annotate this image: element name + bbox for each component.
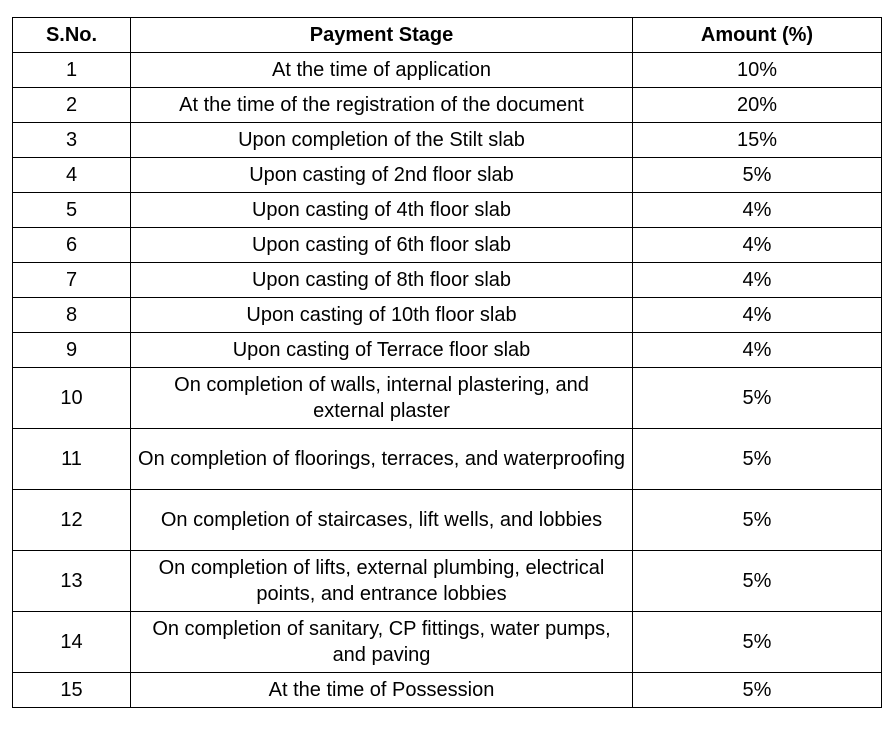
cell-payment-stage: Upon completion of the Stilt slab bbox=[131, 123, 633, 158]
cell-amount: 5% bbox=[633, 158, 882, 193]
cell-payment-stage: Upon casting of 10th floor slab bbox=[131, 298, 633, 333]
cell-payment-stage: Upon casting of Terrace floor slab bbox=[131, 333, 633, 368]
table-row bbox=[13, 193, 882, 228]
cell-amount: 10% bbox=[633, 53, 882, 88]
cell-amount: 4% bbox=[633, 263, 882, 298]
table-row bbox=[13, 228, 882, 263]
cell-sno: 7 bbox=[13, 263, 131, 298]
table-row bbox=[13, 551, 882, 612]
cell-amount: 4% bbox=[633, 333, 882, 368]
cell-payment-stage: On completion of sanitary, CP fittings, water pumps, and paving bbox=[131, 612, 633, 673]
cell-payment-stage: Upon casting of 6th floor slab bbox=[131, 228, 633, 263]
cell-sno: 8 bbox=[13, 298, 131, 333]
cell-payment-stage: At the time of the registration of the document bbox=[131, 88, 633, 123]
table-row bbox=[13, 368, 882, 429]
cell-payment-stage: At the time of application bbox=[131, 53, 633, 88]
cell-sno: 6 bbox=[13, 228, 131, 263]
cell-sno: 4 bbox=[13, 158, 131, 193]
cell-amount: 5% bbox=[633, 368, 882, 429]
cell-amount: 5% bbox=[633, 551, 882, 612]
header-row bbox=[13, 18, 882, 53]
table-row bbox=[13, 88, 882, 123]
cell-payment-stage: On completion of floorings, terraces, and waterproofing bbox=[131, 429, 633, 490]
cell-amount: 4% bbox=[633, 228, 882, 263]
cell-sno: 13 bbox=[13, 551, 131, 612]
table-row bbox=[13, 673, 882, 708]
table-row bbox=[13, 53, 882, 88]
cell-amount: 5% bbox=[633, 612, 882, 673]
table-header bbox=[13, 18, 882, 53]
cell-sno: 10 bbox=[13, 368, 131, 429]
cell-amount: 4% bbox=[633, 193, 882, 228]
cell-payment-stage: On completion of staircases, lift wells, and lobbies bbox=[131, 490, 633, 551]
table-row bbox=[13, 333, 882, 368]
table-row bbox=[13, 263, 882, 298]
cell-amount: 5% bbox=[633, 429, 882, 490]
cell-payment-stage: Upon casting of 4th floor slab bbox=[131, 193, 633, 228]
cell-sno: 1 bbox=[13, 53, 131, 88]
table-row bbox=[13, 612, 882, 673]
cell-sno: 2 bbox=[13, 88, 131, 123]
header-payment-stage: Payment Stage bbox=[131, 18, 633, 53]
cell-amount: 5% bbox=[633, 673, 882, 708]
cell-sno: 15 bbox=[13, 673, 131, 708]
cell-amount: 5% bbox=[633, 490, 882, 551]
table-row bbox=[13, 123, 882, 158]
table-body bbox=[13, 53, 882, 708]
cell-sno: 14 bbox=[13, 612, 131, 673]
cell-sno: 12 bbox=[13, 490, 131, 551]
header-amount: Amount (%) bbox=[633, 18, 882, 53]
cell-amount: 15% bbox=[633, 123, 882, 158]
table-row bbox=[13, 158, 882, 193]
cell-payment-stage: On completion of lifts, external plumbing, electrical points, and entrance lobbies bbox=[131, 551, 633, 612]
header-sno: S.No. bbox=[13, 18, 131, 53]
table-row bbox=[13, 298, 882, 333]
cell-amount: 20% bbox=[633, 88, 882, 123]
payment-schedule-table bbox=[12, 17, 882, 708]
table-row bbox=[13, 490, 882, 551]
cell-sno: 3 bbox=[13, 123, 131, 158]
cell-payment-stage: Upon casting of 2nd floor slab bbox=[131, 158, 633, 193]
cell-sno: 9 bbox=[13, 333, 131, 368]
cell-sno: 11 bbox=[13, 429, 131, 490]
cell-amount: 4% bbox=[633, 298, 882, 333]
cell-payment-stage: On completion of walls, internal plastering, and external plaster bbox=[131, 368, 633, 429]
cell-payment-stage: At the time of Possession bbox=[131, 673, 633, 708]
table-row bbox=[13, 429, 882, 490]
cell-sno: 5 bbox=[13, 193, 131, 228]
cell-payment-stage: Upon casting of 8th floor slab bbox=[131, 263, 633, 298]
